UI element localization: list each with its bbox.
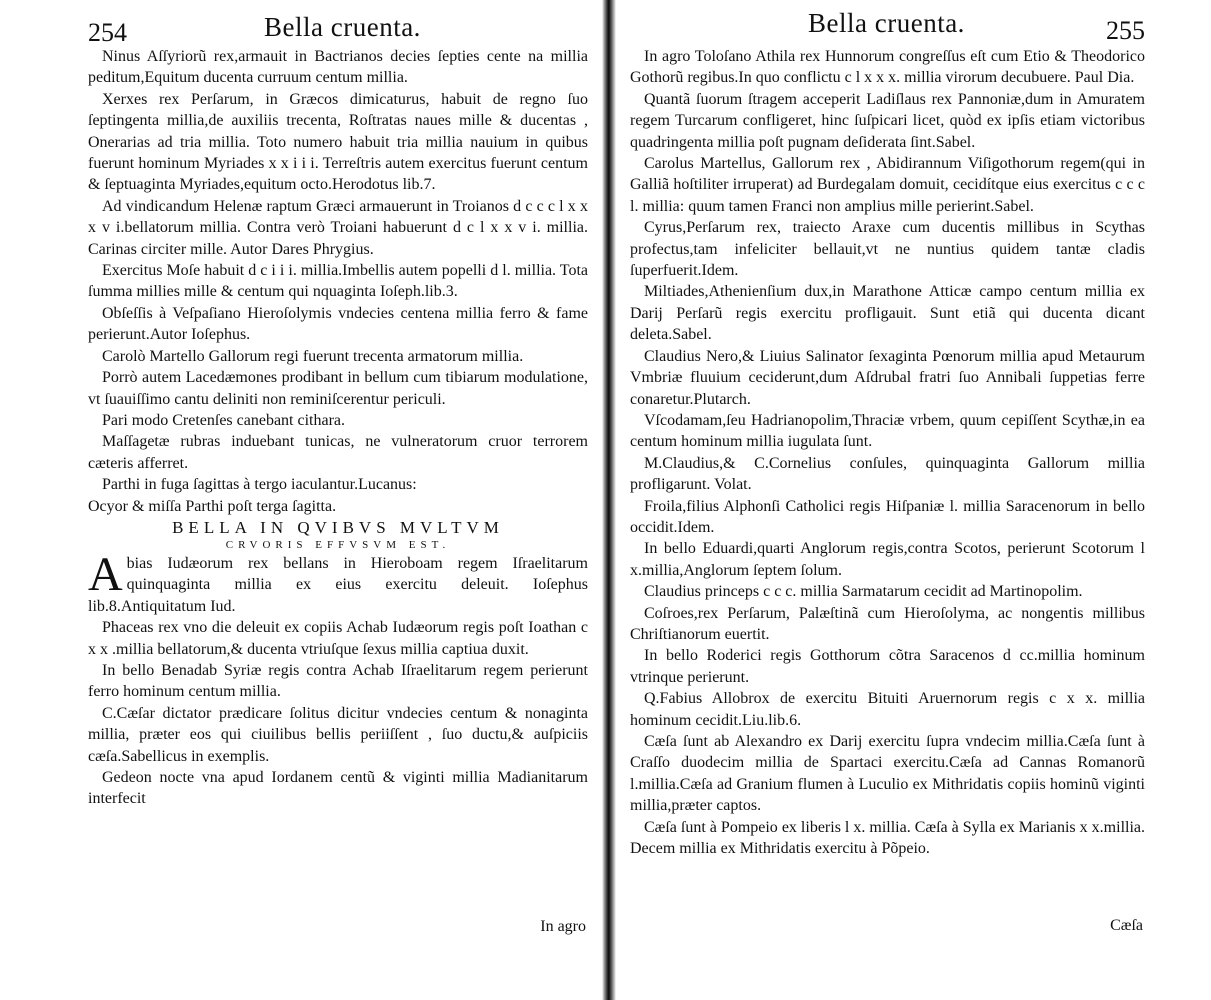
paragraph: C.Cæſar dictator prædicare ſolitus dicitur vndecies centum & nonaginta millia, præter eos qui ciuilibus bellis periiſſent , ſuo ductu,& auſpiciis cæſa.Sabellicus in exemplis. (88, 704, 588, 765)
right-page-number: 255 (1106, 16, 1145, 45)
right-page-text (630, 46, 1145, 859)
paragraph: Miltiades,Athenienſium dux,in Marathone Atticæ campo centum millia ex Darij Perſarũ regis exercitu profligauit. Sunt etiã qui ducenta dicant deleta.Sabel. (630, 283, 1145, 344)
paragraph: Gedeon nocte vna apud Iordanem centũ & viginti millia Madianitarum interfecit (88, 769, 588, 808)
verse-line: Ocyor & miſſa Parthi poſt terga ſagitta. (88, 497, 337, 515)
paragraph: Carolus Martellus, Gallorum rex , Abidirannum Viſigothorum regem(qui in Galliã hoſtiliter irruperat) ad Burdegalam domuit, cecidítque eius exercitus c c c l. millia: quum tamen Franci non amplius mille perierint.Sabel. (630, 155, 1145, 215)
paragraph: Claudius princeps c c c. millia Sarmatarum cecidit ad Martinopolim. (644, 583, 1083, 601)
paragraph: In bello Eduardi,quarti Anglorum regis,contra Scotos, perierunt Scotorum l x.millia,Anglorum ſeptem ſolum. (630, 540, 1145, 579)
paragraph: Phaceas rex vno die deleuit ex copiis Achab Iudæorum regis poſt Ioathan c x x .millia bellatorum,& ducenta vtriuſque ſexus millia captiua duxit. (88, 619, 588, 658)
paragraph: In bello Benadab Syriæ regis contra Achab Iſraelitarum regem perierunt ferro hominum centum millia. (88, 661, 588, 701)
left-running-title: Bella cruenta. (264, 12, 421, 42)
paragraph-drop-cap: Abias Iudæorum rex bellans in Hieroboam regem Iſraelitarum quinquaginta millia ex eius exercitu deleuit. Ioſephus lib.8.Antiquitatum Iud. (88, 547, 588, 615)
paragraph: In bello Roderici regis Gotthorum cõtra Saracenos d cc.millia hominum vtrinque perierunt. (630, 647, 1145, 686)
right-catchword: Cæſa (1110, 917, 1143, 934)
paragraph: Obſeſſis à Veſpaſiano Hieroſolymis vndecies centena millia ferro & fame perierunt.Autor Ioſephus. (88, 304, 588, 344)
paragraph: Exercitus Moſe habuit d c i i i. millia.Imbellis autem popelli d l. millia. Tota ſumma millies mille & centum qui nquaginta Ioſeph.lib.3. (88, 262, 588, 301)
paragraph: Porrò autem Lacedæmones prodibant in bellum cum tibiarum modulatione, vt ſuauiſſimo cantu deliniti non reminiſcerentur periculi. (88, 369, 588, 408)
paragraph: Carolò Martello Gallorum regi fuerunt trecenta armatorum millia. (102, 347, 524, 365)
paragraph: In agro Toloſano Athila rex Hunnorum congreſſus eſt cum Etio & Theodorico Gothorũ regibus.In quo conflictu c l x x x. millia virorum decubuere. Paul Dia. (630, 48, 1145, 87)
paragraph: M.Claudius,& C.Cornelius conſules, quinquaginta Gallorum millia profligarunt. Volat. (630, 454, 1145, 494)
left-page-number: 254 (88, 18, 127, 47)
right-page-header (630, 0, 1145, 46)
paragraph: Pari modo Cretenſes canebant cithara. (102, 411, 346, 429)
paragraph: Q.Fabius Allobrox de exercitu Bituiti Aruernorum regis c x x. millia hominum cecidit.Liu.lib.6. (630, 690, 1145, 729)
paragraph: Cæſa ſunt ab Alexandro ex Darij exercitu ſupra vndecim millia.Cæſa ſunt à Craſſo duodecim millia de Spartaci exercitu.Cæſa ad Cannas Romanorũ l.millia.Cæſa ad Granium flumen à Luculio ex Mithridatis copiis hominũ viginti millia,præter captos. (630, 733, 1145, 815)
left-page-text (88, 46, 588, 810)
paragraph: Xerxes rex Perſarum, in Græcos dimicaturus, habuit de regno ſuo ſeptingenta millia,de auxiliis trecenta, Roſtratas naues mille & ducentas , Onerarias ad tria millia. Toto numero habuit tria millia nauium in quibus fuerunt hominum Myriades x x i i i. Terreſtris autem exercitus fuerunt centum & ſeptuaginta Myriades,equitum octo.Herodotus lib.7. (88, 90, 588, 194)
left-catchword: In agro (540, 918, 586, 935)
paragraph: Parthi in fuga ſagittas à tergo iaculantur.Lucanus: (102, 476, 417, 494)
section-title: BELLA IN QVIBVS MVLTVM (172, 517, 504, 537)
left-page-header (88, 0, 588, 46)
right-page (614, 0, 1211, 1000)
paragraph: Maſſagetæ rubras induebant tunicas, ne vulneratorum cruor terrorem cæteris afferret. (88, 433, 588, 472)
paragraph: Cæſa ſunt à Pompeio ex liberis l x. millia. Cæſa à Sylla ex Marianis x x.millia. Decem millia ex Mithridatis exercitu à Põpeio. (630, 818, 1145, 858)
paragraph: Vſcodamam,ſeu Hadrianopolim,Thraciæ vrbem, quum cepiſſent Scythæ,in ea centum hominum millia iugulata ſunt. (630, 411, 1145, 451)
paragraph: Froila,filius Alphonſi Catholici regis Hiſpaniæ l. millia Saracenorum in bello occidit.Idem. (630, 497, 1145, 536)
paragraph: Claudius Nero,& Liuius Salinator ſexaginta Pœnorum millia apud Metaurum Vmbriæ fluuium ceciderunt,dum Aſdrubal fratri ſuo Annibali ſuppetias ferre conaretur.Plutarch. (630, 347, 1145, 408)
paragraph: Coſroes,rex Perſarum, Palæſtinã cum Hieroſolyma, ac nongentis millibus Chriſtianorum euertit. (630, 604, 1145, 643)
paragraph: Ad vindicandum Helenæ raptum Græci armauerunt in Troianos d c c c l x x x v i.bellatorum millia. Contra verò Troiani habuerunt d c l x x v i. millia. Carinas circiter mille. Autor Dares Phrygius. (88, 197, 588, 258)
paragraph: Cyrus,Perſarum rex, traiecto Araxe cum ducentis millibus in Scythas profectus,tam infeliciter bellauit,vt ne nuntius quidem tantæ cladis ſuperfuerit.Idem. (630, 219, 1145, 280)
paragraph: Ninus Aſſyriorũ rex,armauit in Bactrianos decies ſepties cente na millia peditum,Equitum ducenta curruum centum millia. (88, 48, 588, 87)
paragraph: Quantã ſuorum ſtragem acceperit Ladiſlaus rex Pannoniæ,dum in Amuratem regem Turcarum confligeret, hinc ſuſpicari licet, quòd ex ipſis etiam victoribus quadringenta millia poſt pugnam deſiderata ſint.Sabel. (630, 90, 1145, 151)
right-running-title: Bella cruenta. (808, 8, 965, 38)
section-subtitle: CRVORIS EFFVSVM EST. (225, 538, 451, 551)
